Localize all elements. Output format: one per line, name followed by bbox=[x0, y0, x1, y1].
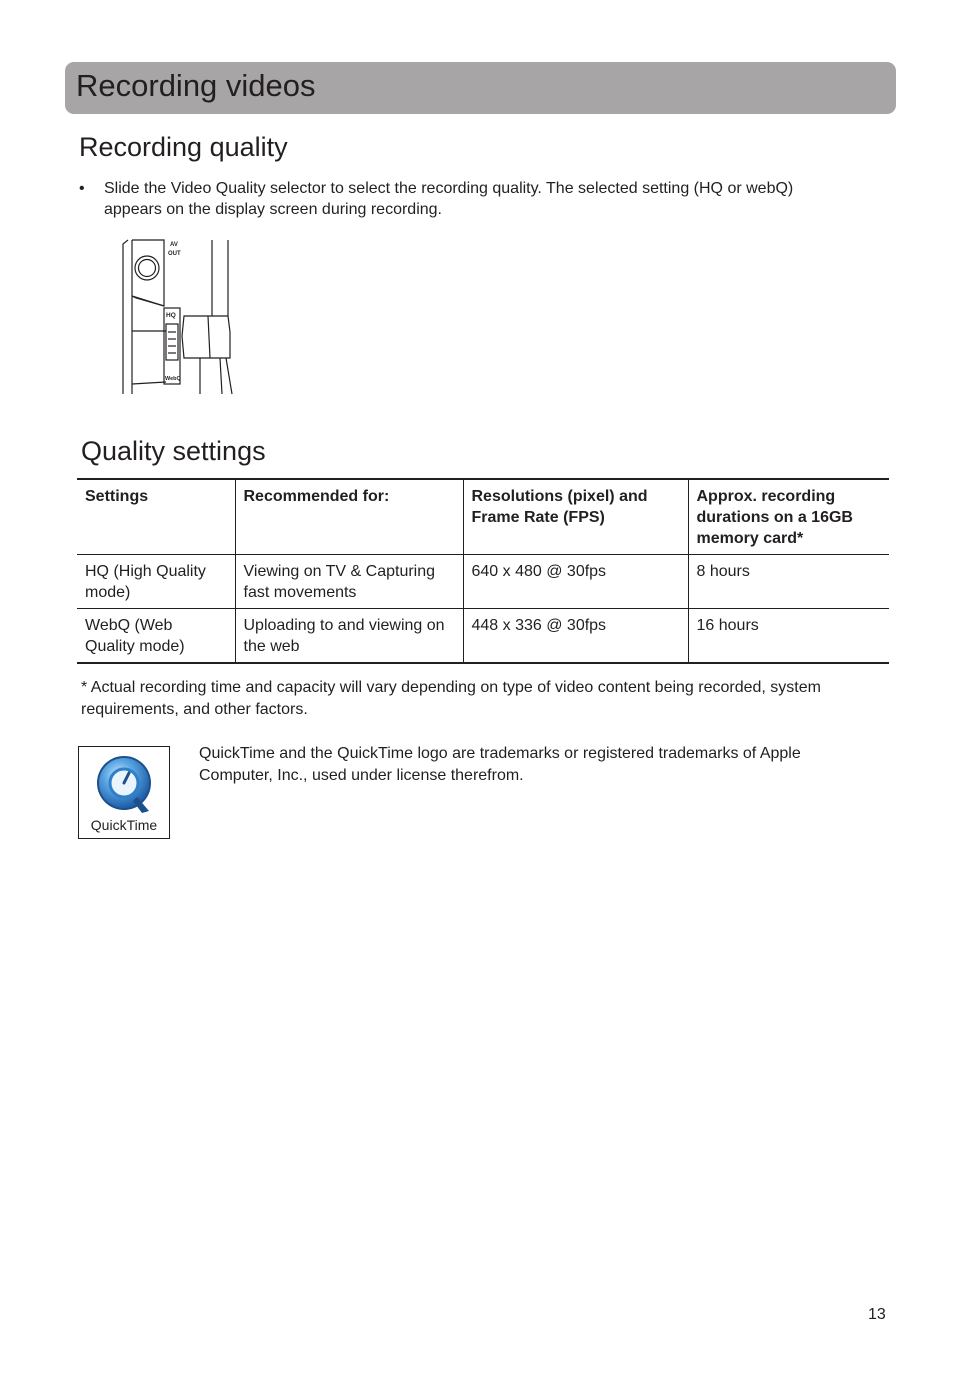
camcorder-quality-switch-illustration bbox=[118, 236, 236, 396]
page-title: Recording videos bbox=[76, 68, 316, 103]
header-recommended-for: Recommended for: bbox=[235, 479, 463, 555]
header-resolution: Resolutions (pixel) and Frame Rate (FPS) bbox=[463, 479, 688, 555]
table-header-row bbox=[77, 479, 889, 555]
cell-duration: 8 hours bbox=[688, 555, 889, 609]
header-duration: Approx. recording durations on a 16GB memory card* bbox=[688, 479, 889, 555]
out-label: OUT bbox=[168, 251, 181, 257]
quicktime-logo-label: QuickTime bbox=[90, 817, 158, 833]
quality-settings-table bbox=[77, 478, 889, 664]
header-settings: Settings bbox=[77, 479, 235, 555]
webq-label: WebQ bbox=[165, 376, 181, 382]
table-row bbox=[77, 555, 889, 609]
page-number: 13 bbox=[868, 1306, 886, 1323]
cell-setting: HQ (High Quality mode) bbox=[77, 555, 235, 609]
av-label: AV bbox=[170, 242, 178, 248]
table-row bbox=[77, 609, 889, 664]
trademark-text: QuickTime and the QuickTime logo are trademarks or registered trademarks of Apple Computer, Inc., used under license therefrom. bbox=[199, 745, 801, 784]
recording-quality-heading: Recording quality bbox=[79, 132, 288, 162]
quality-settings-heading: Quality settings bbox=[81, 436, 266, 466]
bullet-symbol: • bbox=[79, 180, 85, 197]
header-bar bbox=[65, 62, 896, 114]
bullet-text: Slide the Video Quality selector to select the recording quality. The selected setting (HQ or webQ) appears on the display screen during recording. bbox=[104, 180, 794, 218]
cell-resolution: 448 x 336 @ 30fps bbox=[463, 609, 688, 664]
cell-resolution: 640 x 480 @ 30fps bbox=[463, 555, 688, 609]
quicktime-logo-box bbox=[78, 746, 170, 839]
cell-setting: WebQ (Web Quality mode) bbox=[77, 609, 235, 664]
footnote: * Actual recording time and capacity will vary depending on type of video content being recorded, system requirements, and other factors. bbox=[81, 679, 821, 718]
hq-label: HQ bbox=[166, 312, 176, 319]
cell-duration: 16 hours bbox=[688, 609, 889, 664]
cell-recommended: Viewing on TV & Capturing fast movements bbox=[235, 555, 463, 609]
cell-recommended: Uploading to and viewing on the web bbox=[235, 609, 463, 664]
quicktime-logo-icon bbox=[93, 753, 157, 815]
